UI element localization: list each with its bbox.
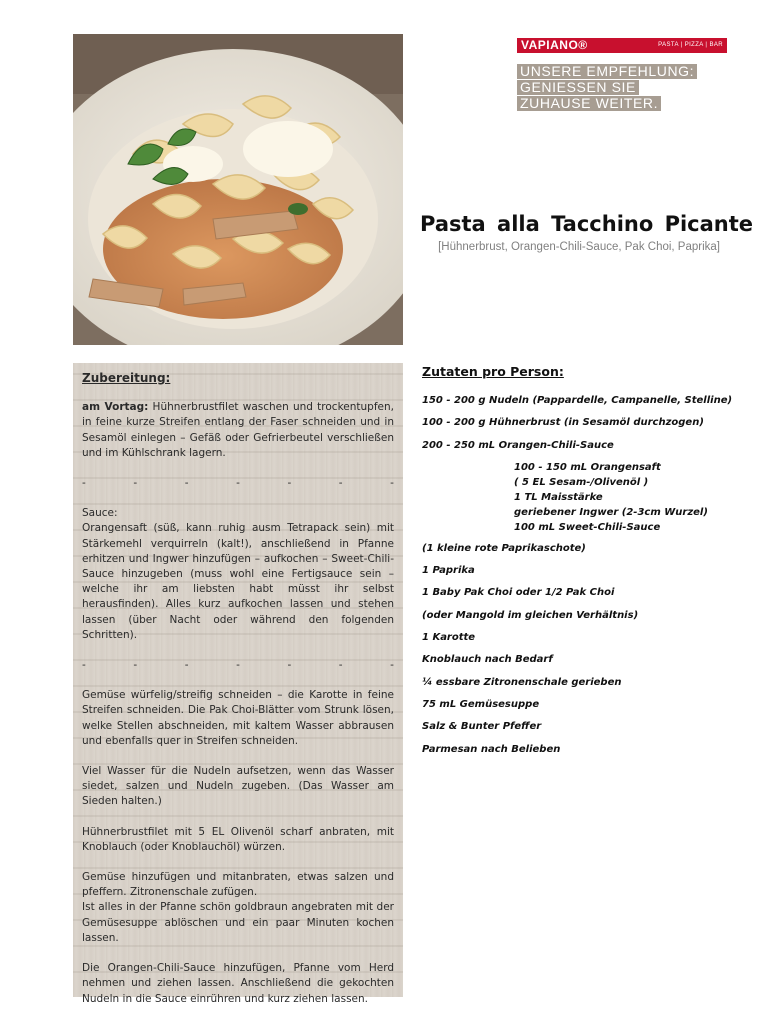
recipe-subtitle: [Hühnerbrust, Orangen-Chili-Sauce, Pak Choi, Paprika] — [438, 241, 720, 253]
step-5: Ist alles in der Pfanne schön goldbraun angebraten mit der Gemüsesuppe ablöschen und ein paar Minuten kochen lassen. — [82, 901, 394, 944]
dash: - — [390, 659, 394, 672]
sauce-sub-item: 1 TL Maisstärke — [514, 491, 603, 503]
ingredient-item: 1 Karotte — [422, 632, 476, 644]
dash: - — [236, 659, 240, 672]
ingredients-list — [422, 364, 742, 764]
step-6: Die Orangen-Chili-Sauce hinzufügen, Pfanne vom Herd nehmen und ziehen lassen. Anschließend die gekochten Nudeln in die Sauce einrühren und kurz ziehen lassen. — [82, 962, 394, 1005]
ingredient-item: Parmesan nach Belieben — [422, 743, 561, 755]
ingredient-item: 1 Baby Pak Choi oder 1/2 Pak Choi — [422, 587, 615, 599]
vortag-paragraph — [82, 400, 394, 461]
sauce-paragraph — [82, 506, 394, 643]
sauce-sub-item: 100 mL Sweet-Chili-Sauce — [514, 521, 661, 533]
step-4-group — [82, 870, 394, 946]
ingredient-item: (oder Mangold im gleichen Verhältnis) — [422, 609, 639, 621]
preparation-panel — [73, 363, 403, 1005]
sauce-text: Orangensaft (süß, kann ruhig ausm Tetrapack sein) mit Stärkemehl verquirreln (kalt!), anschließend in Pfanne erhitzen und Ingwer hinzufügen – aufkochen – Sweet-Chili-Sauce hinzugeben (muss wohl eine Fertigsauce sein – welche ihr am liebsten habt müsst ihr selbst herausfinden). Alles kurz aufkochen lassen und stehen lassen (über Nacht oder während den folgenden Schritten). — [82, 522, 394, 641]
logo-line-3: ZUHAUSE WEITER. — [517, 96, 661, 111]
ingredient-item: 150 - 200 g Nudeln (Pappardelle, Campanelle, Stelline) — [422, 395, 733, 406]
ingredient-item: 200 - 250 mL Orangen-Chili-Sauce — [422, 439, 614, 451]
dash: - — [287, 477, 292, 490]
logo-tagline: PASTA | PIZZA | BAR — [658, 42, 723, 48]
divider-1 — [82, 476, 394, 491]
sauce-label: Sauce: — [82, 507, 118, 520]
logo-brand: VAPIANO® — [521, 38, 588, 52]
step-4: Gemüse hinzufügen und mitanbraten, etwas salzen und pfeffern. Zitronenschale zufügen. — [82, 871, 394, 899]
dash: - — [184, 659, 189, 672]
ingredient-item: 1 Paprika — [422, 565, 475, 577]
sauce-sub-item: geriebener Ingwer (2-3cm Wurzel) — [514, 506, 708, 518]
preparation-heading: Zubereitung: — [82, 371, 171, 385]
dash: - — [133, 659, 138, 672]
vortag-text: Hühnerbrustfilet waschen und trockentupfen, in feine kurze Streifen entlang der Faser schneiden und in Sesamöl einlegen – Gefäß oder Gefrierbeutel verschließen und im Kühlschrank lagern. — [82, 401, 394, 459]
dash: - — [338, 659, 343, 672]
ingredient-item: 75 mL Gemüsesuppe — [422, 698, 540, 710]
dash: - — [133, 477, 138, 490]
step-1: Gemüse würfelig/streifig schneiden – die Karotte in feine Streifen schneiden. Die Pak Choi-Blätter vom Strunk lösen, welke Stellen abschneiden, mit kaltem Wasser abbrausen und ebenfalls quer in Streifen schneiden. — [82, 689, 394, 747]
logo-line-2: GENIESSEN SIE — [517, 80, 639, 95]
vapiano-logo — [517, 38, 727, 116]
vortag-label: am Vortag: — [82, 401, 149, 414]
ingredient-item: Salz & Bunter Pfeffer — [422, 721, 542, 733]
preparation-content — [82, 371, 394, 1022]
ingredient-item: ¼ essbare Zitronenschale gerieben — [422, 676, 622, 688]
logo-line-1: UNSERE EMPFEHLUNG: — [517, 64, 697, 79]
divider-2 — [82, 658, 394, 673]
dash: - — [82, 477, 86, 490]
step-3: Hühnerbrustfilet mit 5 EL Olivenöl scharf anbraten, mit Knoblauch (oder Knoblauchöl) würzen. — [82, 825, 394, 853]
pasta-plate-image — [73, 34, 403, 345]
sauce-sub-item: ( 5 EL Sesam-/Olivenöl ) — [514, 476, 649, 488]
ingredient-item: 100 - 200 g Hühnerbrust (in Sesamöl durchzogen) — [422, 417, 704, 429]
recipe-title: Pasta alla Tacchino Picante — [420, 212, 754, 236]
ingredient-item: (1 kleine rote Paprikaschote) — [422, 542, 586, 554]
dash: - — [184, 477, 189, 490]
dash: - — [390, 477, 394, 490]
sauce-sub-list — [514, 460, 742, 535]
dash: - — [82, 659, 86, 672]
dash: - — [236, 477, 240, 490]
step-2: Viel Wasser für die Nudeln aufsetzen, wenn das Wasser siedet, salzen und Nudeln zugeben. (Das Wasser am Sieden halten.) — [82, 765, 394, 808]
sauce-sub-item: 100 - 150 mL Orangensaft — [514, 461, 661, 473]
dish-photo — [73, 34, 403, 345]
dash: - — [287, 659, 292, 672]
ingredients-heading: Zutaten pro Person: — [422, 364, 564, 379]
ingredient-item: Knoblauch nach Bedarf — [422, 654, 553, 666]
dash: - — [338, 477, 343, 490]
